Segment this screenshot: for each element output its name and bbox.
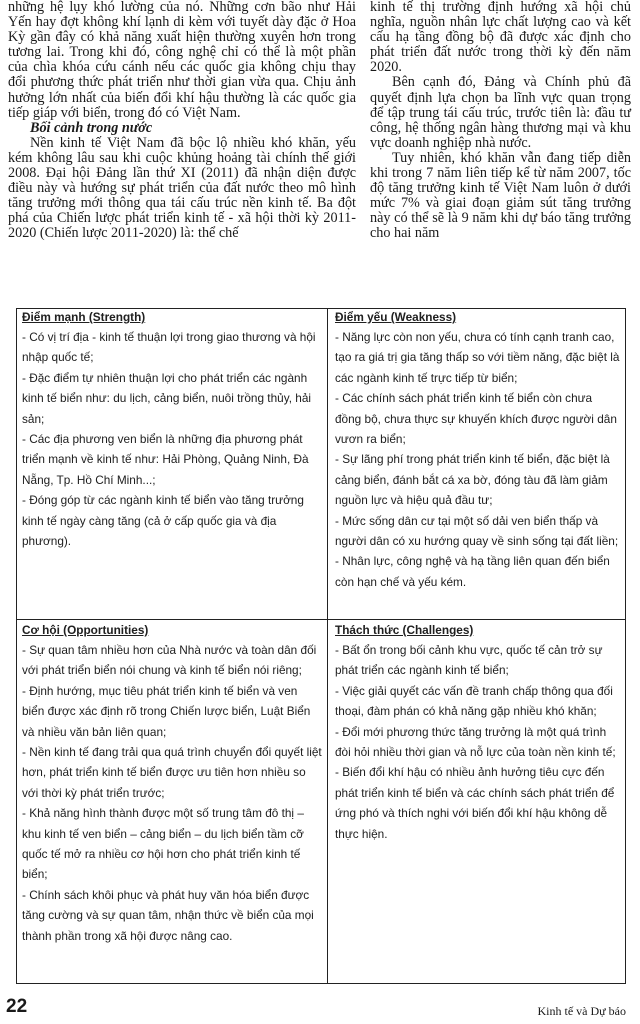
swot-item: - Khả năng hình thành được một số trung tâm đô thị – khu kinh tế ven biển – cảng biển – du lịch biển tầm cỡ quốc tế mở ra nhiều cơ hội hơn cho phát triển kinh tế biển; [22, 806, 304, 882]
weakness-heading: Điểm yếu (Weakness) [335, 310, 457, 324]
swot-item: - Đổi mới phương thức tăng trưởng là một quá trình đòi hỏi nhiều thời gian và nỗ lực của toàn nền kinh tế; [335, 724, 616, 760]
swot-item: - Có vị trí địa - kinh tế thuận lợi trong giao thương và hội nhập quốc tế; [22, 330, 316, 365]
swot-item: - Nền kinh tế đang trải qua quá trình chuyển đổi quyết liệt hơn, phát triển kinh tế biển được ưu tiên hơn nhiều so với thời kỳ phát triển trước; [22, 745, 322, 800]
swot-item: - Bất ổn trong bối cảnh khu vực, quốc tế cản trở sự phát triển các ngành kinh tế biển; [335, 643, 603, 678]
challenges-heading: Thách thức (Challenges) [335, 623, 474, 637]
swot-item: - Năng lực còn non yếu, chưa có tính cạnh tranh cao, tạo ra giá trị gia tăng thấp so với tiềm năng, đặc biệt là các ngành kinh tế trực tiếp từ biển; [335, 330, 620, 385]
swot-item: - Sự lãng phí trong phát triển kinh tế biển, đặc biệt là cảng biển, đánh bắt cá xa bờ, đóng tàu đã làm giảm nguồn lực và hiệu quả đầu tư; [335, 452, 610, 508]
swot-horizontal-divider [17, 619, 625, 620]
right-text-column [370, 0, 631, 242]
swot-strength-cell [22, 308, 322, 551]
page-number: 22 [6, 996, 28, 1017]
opportunities-heading: Cơ hội (Opportunities) [22, 623, 149, 637]
swot-item: - Đặc điểm tự nhiên thuận lợi cho phát triển các ngành kinh tế biển như: du lịch, cảng biển, nuôi trồng thủy, hải sản; [22, 370, 312, 426]
journal-name: Kinh tế và Dự báo [537, 1004, 626, 1018]
swot-table [16, 308, 626, 984]
swot-item: - Định hướng, mục tiêu phát triển kinh tế biển và ven biển được xác định rõ trong Chiến lược biển, Luật Biển và nhiều văn bản liên quan; [22, 683, 311, 739]
right-paragraph-1: kinh tế thị trường định hướng xã hội chủ nghĩa, nguồn nhân lực chất lượng cao và kết cấu hạ tầng đồng bộ đã được xác định cho phát triển đất nước trong thời kỳ đến năm 2020. [370, 0, 631, 76]
left-paragraph-2: Nền kinh tế Việt Nam đã bộc lộ nhiều khó khăn, yếu kém không lâu sau khi cuộc khủng hoảng tài chính thế giới 2008. Đại hội Đảng lần thứ XI (2011) đã nhận diện được điều này và hướng sự phát triển của đất nước theo mô hình tăng trưởng mới thông qua tái cấu trúc nền kinh tế. Ba đột phá của Chiến lược phát triển kinh tế - xã hội thời kỳ 2011-2020 (Chiến lược 2011-2020) là: thể chế [8, 134, 356, 242]
right-paragraph-2: Bên cạnh đó, Đảng và Chính phủ đã quyết định lựa chọn ba lĩnh vực quan trọng để tập trung tái cấu trúc, trước tiên là: đầu tư công, hệ thống ngân hàng thương mại và khu vực doanh nghiệp nhà nước. [370, 74, 631, 151]
strength-heading: Điểm mạnh (Strength) [22, 310, 146, 324]
swot-item: - Biến đổi khí hậu có nhiều ảnh hưởng tiêu cực đến phát triển kinh tế biển và các chính sách phát triển để ứng phó và thích nghi với biến đổi khí hậu không dễ thực hiện. [335, 765, 615, 841]
swot-opportunities-cell [22, 621, 322, 946]
right-paragraph-3: Tuy nhiên, khó khăn vẫn đang tiếp diễn khi trong 7 năm liên tiếp kể từ năm 2007, tốc độ tăng trưởng kinh tế Việt Nam luôn ở dưới mức 7% và giai đoạn giảm sút tăng trưởng này có thể sẽ là 9 năm khi dự báo tăng trưởng cho hai năm [370, 149, 631, 242]
swot-item: - Sự quan tâm nhiều hơn của Nhà nước và toàn dân đối với phát triển biển nói chung và kinh tế biển nói riêng; [22, 643, 317, 678]
swot-challenges-cell [335, 621, 621, 844]
swot-item: - Việc giải quyết các vấn đề tranh chấp thông qua đối thoại, đàm phán có khả năng gặp nhiều khó khăn; [335, 683, 613, 719]
left-text-column [8, 0, 356, 242]
swot-weakness-cell [335, 308, 621, 592]
swot-vertical-divider [327, 309, 328, 983]
swot-item: - Các địa phương ven biển là những địa phương phát triển mạnh về kinh tế như: Hải Phòng, Quảng Ninh, Đà Nẵng, Tp. Hồ Chí Minh...; [22, 432, 309, 487]
swot-item: - Mức sống dân cư tại một số dải ven biển thấp và người dân có xu hướng quay về sinh sống tại đất liền; [335, 513, 619, 549]
swot-item: - Các chính sách phát triển kinh tế biển còn chưa đồng bộ, chưa thực sự khuyến khích được người dân vươn ra biển; [335, 391, 617, 447]
swot-item: - Nhân lực, công nghệ và hạ tầng liên quan đến biển còn hạn chế và yếu kém. [335, 554, 610, 589]
section-subheading: Bối cảnh trong nước [30, 119, 153, 136]
swot-item: - Chính sách khôi phục và phát huy văn hóa biển được tăng cường và sự quan tâm, nhận thức về biển của mọi thành phần trong xã hội được nâng cao. [22, 887, 314, 943]
swot-item: - Đóng góp từ các ngành kinh tế biển vào tăng trưởng kinh tế ngày càng tăng (cả ở cấp quốc gia và địa phương). [22, 493, 304, 549]
left-paragraph-1: những hệ lụy khó lường của nó. Những cơn bão như Hải Yến hay đợt không khí lạnh di kèm với tuyết dày đặc ở Hoa Kỳ gần đây có khả năng xuất hiện thường xuyên hơn trong tương lai. Trong khi đó, công nghệ chỉ có thể là một phần của chìa khóa cứu cánh nếu các quốc gia không chịu thay đổi phương thức phát triển như thời gian vừa qua. Chịu ảnh hưởng lớn nhất của biến đổi khí hậu thường là các quốc gia tiếp giáp với biển, trong đó có Việt Nam. [8, 0, 356, 121]
